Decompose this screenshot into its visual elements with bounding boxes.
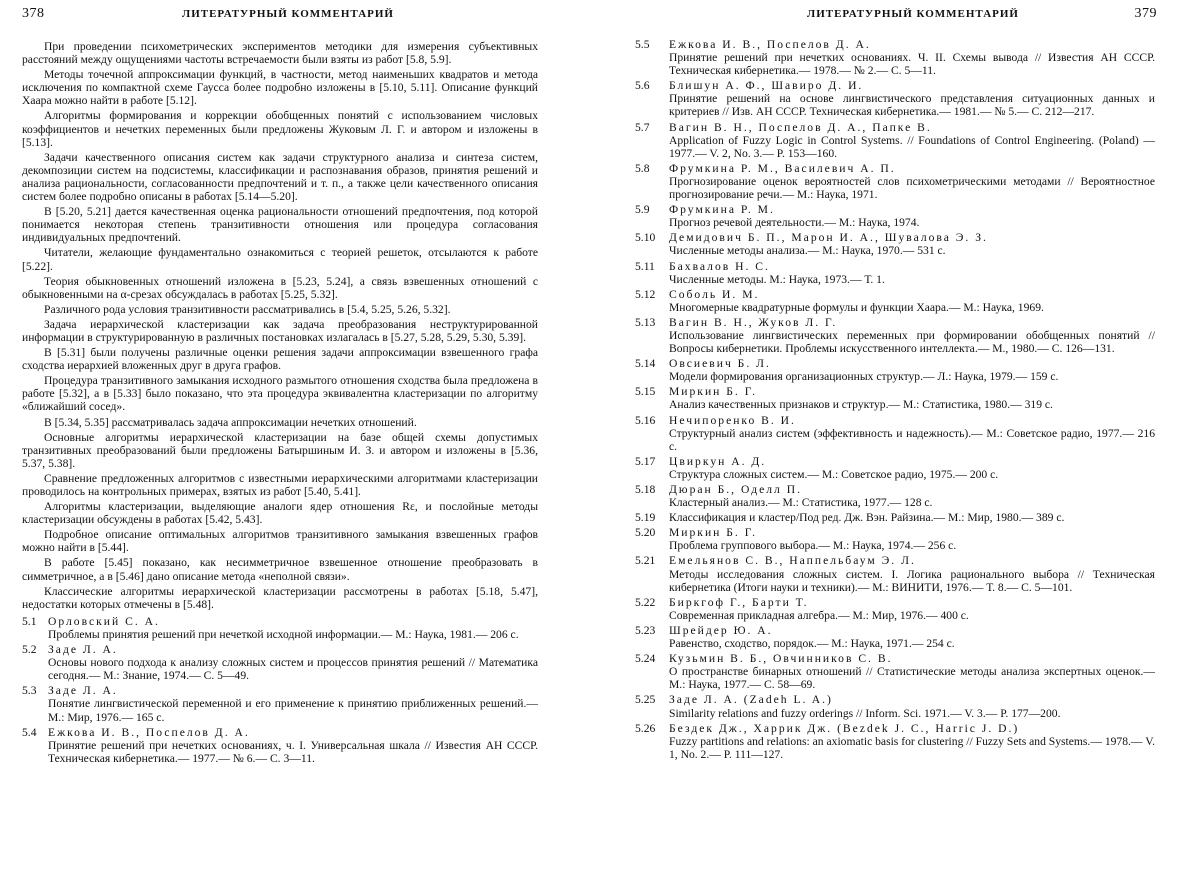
reference-list <box>22 615 538 765</box>
reference-text: Понятие лингвистической переменной и его применение к принятию приближенных решений.— М.: Мир, 1976.— 165 с. <box>48 697 538 724</box>
left-page-header <box>22 6 550 26</box>
paragraph: Задача иерархической кластеризации как задача преобразования неструктурированной информации в структурированную в различных постановках излагалась в [5.27, 5.28, 5.29, 5.30, 5.39]. <box>22 317 538 344</box>
reference-number: 5.25 <box>635 693 656 707</box>
reference-authors: Миркин Б. Г. <box>669 385 757 399</box>
paragraph: Сравнение предложенных алгоритмов с известными иерархическими алгоритмами кластеризации проводилось на контрольных примерах, взятых из работ [5.40, 5.41]. <box>22 471 538 498</box>
paragraph: В [5.31] были получены различные оценки решения задачи аппроксимации взвешенного графа сходства иерархией вложенных друг в друга графов. <box>22 346 538 373</box>
reference-text: Основы нового подхода к анализу сложных систем и процессов принятия решений // Математика сегодня.— М.: Знание, 1974.— С. 5—49. <box>48 656 538 683</box>
reference-text: Кластерный анализ.— М.: Статистика, 1977.— 128 с. <box>669 496 933 510</box>
reference-item <box>635 526 1155 552</box>
reference-text: Прогнозирование оценок вероятностей слов психометрическими методами // Вероятностное прогнозирование речи.— М.: Наука, 1971. <box>669 174 1155 202</box>
reference-number: 5.5 <box>635 38 650 51</box>
paragraph: Задачи качественного описания систем как задачи структурного анализа и синтеза систем, декомпозиции систем на подсистемы, классификации и распознавания образов, принятия решений и анализа рациональности, согласованности предпочтений и т. п., а также цели качественного описания систем более подробно описаны в работах [5.14—5.20]. <box>22 150 538 204</box>
reference-item <box>22 726 538 765</box>
reference-text: Методы исследования сложных систем. I. Логика рационального выбора // Техническая кибернетика (Итоги науки и техники).— М.: ВИНИТИ, 1976.— Т. 8.— С. 5—101. <box>669 567 1155 594</box>
reference-text: Современная прикладная алгебра.— М.: Мир, 1976.— 400 с. <box>669 608 969 622</box>
reference-number: 5.7 <box>635 120 650 134</box>
reference-text: Проблемы принятия решений при нечеткой исходной информации.— М.: Наука, 1981.— 206 с. <box>48 627 519 641</box>
reference-number: 5.17 <box>635 454 656 468</box>
reference-item <box>635 203 1155 229</box>
reference-authors: Биркгоф Г., Барти Т. <box>669 595 809 609</box>
reference-item <box>635 414 1155 453</box>
reference-authors: Емельянов С. В., Наппельбаум Э. Л. <box>669 554 916 568</box>
reference-text: Численные методы анализа.— М.: Наука, 1970.— 531 с. <box>669 244 946 258</box>
reference-text: Равенство, сходство, порядок.— М.: Наука, 1971.— 254 с. <box>669 637 955 651</box>
reference-item <box>22 643 538 682</box>
reference-authors: Заде Л. А. <box>48 684 118 698</box>
reference-number: 5.15 <box>635 385 656 399</box>
reference-text: Проблема группового выбора.— М.: Наука, 1974.— 256 с. <box>669 539 957 553</box>
reference-authors: Нечипоренко В. И. <box>669 413 796 427</box>
reference-text: Структура сложных систем.— М.: Советское радио, 1975.— 200 с. <box>669 467 999 481</box>
reference-authors: Дюран Б., Оделл П. <box>669 483 802 496</box>
reference-text: Принятие решений при нечетких основаниях. Ч. II. Схемы вывода // Известия АН СССР. Техническая кибернетика.— 1978.— № 2.— С. 5—11. <box>669 51 1155 78</box>
paragraph: Алгоритмы формирования и коррекции обобщенных понятий с использованием числовых коэффициентов и нечетких переменных были предложены Жуковым Л. Г. и автором и изложены в [5.13]. <box>22 109 538 149</box>
reference-authors: Овсиевич Б. Л. <box>669 357 771 371</box>
reference-number: 5.8 <box>635 161 650 175</box>
reference-authors: Заде Л. А. <box>48 643 118 657</box>
reference-number: 5.19 <box>635 511 656 525</box>
reference-number: 5.20 <box>635 526 656 540</box>
reference-text: Application of Fuzzy Logic in Control Systems. // Foundations of Control Engineering. (Poland) — 1977.— V. 2, No. 3.— P. 153—160. <box>669 133 1155 160</box>
reference-text: Численные методы. М.: Наука, 1973.— Т. 1. <box>669 272 885 286</box>
reference-item <box>635 316 1155 355</box>
paragraph: Классические алгоритмы иерархической кластеризации рассмотрены в работах [5.18, 5.47], недостатки которых отмечены в [5.48]. <box>22 584 538 611</box>
reference-number: 5.13 <box>635 315 656 329</box>
reference-text: Использование лингвистических переменных при формировании обобщенных понятий // Вопросы кибернетики. Проблемы искусственного интеллекта.— М., 1980.— С. 126—131. <box>669 328 1155 356</box>
reference-authors: Фрумкина Р. М. <box>669 203 775 217</box>
running-head: ЛИТЕРАТУРНЫЙ КОММЕНТАРИЙ <box>807 8 1019 20</box>
reference-authors: Соболь И. М. <box>669 287 760 301</box>
reference-number: 5.4 <box>22 725 37 739</box>
reference-authors: Фрумкина Р. М., Василевич А. П. <box>669 161 896 175</box>
reference-number: 5.22 <box>635 595 656 609</box>
reference-item <box>635 231 1155 257</box>
paragraph: Процедура транзитивного замыкания исходного размытого отношения сходства была предложена в работе [5.32], а в [5.33] было показано, что эта процедура эквивалентна кластеризации по алгоритму «ближайший сосед». <box>22 374 538 414</box>
reference-number: 5.18 <box>635 483 656 496</box>
reference-item <box>635 693 1155 719</box>
reference-authors: Вагин В. Н., Поспелов Д. А., Папке В. <box>669 120 932 134</box>
reference-item <box>635 79 1155 118</box>
reference-item <box>635 596 1155 622</box>
commentary-text <box>22 40 538 767</box>
reference-number: 5.6 <box>635 79 650 93</box>
reference-item <box>635 624 1155 650</box>
reference-number: 5.14 <box>635 357 656 371</box>
reference-item <box>635 722 1155 761</box>
reference-text: Принятие решений на основе лингвистического представления ситуационных данных и критериев // Изв. АН СССР. Техническая кибернетика.— 1981.— № 5.— С. 212—217. <box>669 92 1155 119</box>
reference-number: 5.10 <box>635 231 656 245</box>
reference-text: Структурный анализ систем (эффективность и надежность).— М.: Советское радио, 1977.— 216 с. <box>669 426 1155 453</box>
reference-authors: Бездек Дж., Харрик Дж. (Bezdek J. C., Harric J. D.) <box>669 721 1020 735</box>
paragraph: Подробное описание оптимальных алгоритмов транзитивного замыкания взвешенных графов можно найти в [5.44]. <box>22 528 538 555</box>
reference-item <box>22 615 538 641</box>
reference-number: 5.24 <box>635 652 656 666</box>
reference-number: 5.21 <box>635 554 656 568</box>
reference-authors: Заде Л. А. (Zadeh L. A.) <box>669 693 833 707</box>
reference-authors: Шрейдер Ю. А. <box>669 623 773 637</box>
reference-text: Модели формирования организационных структур.— Л.: Наука, 1979.— 159 с. <box>669 370 1059 384</box>
reference-text: Принятие решений при нечетких основаниях, ч. I. Универсальная шкала // Известия АН СССР. Техническая кибернетика.— 1977.— № 6.— С. 3—11. <box>48 738 538 765</box>
reference-item <box>635 455 1155 481</box>
reference-text: Прогноз речевой деятельности.— М.: Наука, 1974. <box>669 216 920 230</box>
reference-number: 5.12 <box>635 287 656 301</box>
reference-item <box>635 260 1155 286</box>
reference-authors: Миркин Б. Г. <box>669 526 757 540</box>
paragraph: Читатели, желающие фундаментально ознакомиться с теорией решеток, отсылаются к работе [5.22]. <box>22 246 538 273</box>
reference-number: 5.1 <box>22 614 37 628</box>
reference-item <box>22 684 538 723</box>
reference-authors: Кузьмин В. Б., Овчинников С. В. <box>669 652 893 666</box>
reference-authors: Блишун А. Ф., Шавиро Д. И. <box>669 79 864 93</box>
reference-item <box>635 652 1155 691</box>
reference-number: 5.26 <box>635 721 656 735</box>
reference-item <box>635 357 1155 383</box>
reference-authors: Демидович Б. П., Марон И. А., Шувалова Э. З. <box>669 231 988 245</box>
reference-item <box>635 162 1155 201</box>
reference-item <box>635 554 1155 593</box>
paragraph: Методы точечной аппроксимации функций, в частности, метод наименьших квадратов и метода исключения по компактной схеме Гаусса более подробно изложены в [5.10, 5.11]. Описание функций Хаара можно найти в работе [5.12]. <box>22 68 538 108</box>
reference-number: 5.3 <box>22 684 37 698</box>
reference-item <box>635 288 1155 314</box>
reference-number: 5.16 <box>635 413 656 427</box>
reference-text: О пространстве бинарных отношений // Статистические методы анализа экспертных оценок.— М.: Наука, 1977.— С. 58—69. <box>669 665 1155 692</box>
paragraph: Теория обыкновенных отношений изложена в [5.23, 5.24], а связь взвешенных отношений с обыкновенными на α-срезах обсуждалась в работах [5.25, 5.32]. <box>22 274 538 301</box>
running-head: ЛИТЕРАТУРНЫЙ КОММЕНТАРИЙ <box>182 8 394 20</box>
reference-text: Многомерные квадратурные формулы и функции Хаара.— М.: Наука, 1969. <box>669 300 1044 314</box>
paragraph: В [5.34, 5.35] рассматривалась задача аппроксимации нечетких отношений. <box>44 415 417 429</box>
page-number: 379 <box>1134 6 1157 21</box>
paragraph: Различного рода условия транзитивности рассматривались в [5.4, 5.25, 5.26, 5.32]. <box>44 302 451 316</box>
reference-item <box>635 385 1155 411</box>
reference-number: 5.2 <box>22 643 37 657</box>
page-number: 378 <box>22 6 45 21</box>
reference-number: 5.9 <box>635 203 650 217</box>
reference-item <box>635 38 1155 77</box>
reference-text: Fuzzy partitions and relations: an axiomatic basis for clustering // Fuzzy Sets and Systems.— 1978.— V. 1, No. 2.— P. 111—127. <box>669 734 1155 761</box>
reference-text: Similarity relations and fuzzy orderings // Inform. Sci. 1971.— V. 3.— P. 177—200. <box>669 706 1061 720</box>
right-page <box>625 0 1185 882</box>
reference-text: Классификация и кластер/Под ред. Дж. Вэн. Райзина.— М.: Мир, 1980.— 389 с. <box>669 511 1065 525</box>
paragraph: Алгоритмы кластеризации, выделяющие аналоги ядер отношения Rε, и послойные методы кластеризации обсуждены в работах [5.42, 5.43]. <box>22 500 538 527</box>
right-page-header <box>647 6 1175 26</box>
reference-authors: Ежкова И. В., Поспелов Д. А. <box>48 725 250 739</box>
reference-item <box>635 511 1155 524</box>
reference-number: 5.11 <box>635 259 655 273</box>
paragraph: Основные алгоритмы иерархической кластеризации на базе общей схемы допустимых транзитивных преобразований были предложены Батыршиным И. З. и автором и изложены в [5.36, 5.37, 5.38]. <box>22 430 538 470</box>
reference-authors: Бахвалов Н. С. <box>669 259 770 273</box>
reference-text: Анализ качественных признаков и структур.— М.: Статистика, 1980.— 319 с. <box>669 398 1053 412</box>
reference-authors: Орловский С. А. <box>48 614 160 628</box>
reference-list <box>635 38 1155 763</box>
left-page <box>0 0 560 882</box>
reference-item <box>635 483 1155 509</box>
paragraph: В работе [5.45] показано, как несимметричное взвешенное отношение преобразовать в симметричное, а в [5.46] дано описание метода «неполной связи». <box>22 556 538 583</box>
reference-authors: Цвиркун А. Д. <box>669 454 767 468</box>
reference-authors: Вагин В. Н., Жуков Л. Г. <box>669 315 838 329</box>
paragraph: При проведении психометрических экспериментов методики для измерения субъективных расстояний между ощущениями частоты встречаемости были взяты из работ [5.8, 5.9]. <box>22 40 538 67</box>
reference-item <box>635 121 1155 160</box>
paragraph: В [5.20, 5.21] дается качественная оценка рациональности отношений предпочтения, под которой понимается некоторая степень транзитивности отношения или процедура согласования индивидуальных предпочтений. <box>22 205 538 245</box>
reference-number: 5.23 <box>635 623 656 637</box>
reference-authors: Ежкова И. В., Поспелов Д. А. <box>669 38 871 51</box>
